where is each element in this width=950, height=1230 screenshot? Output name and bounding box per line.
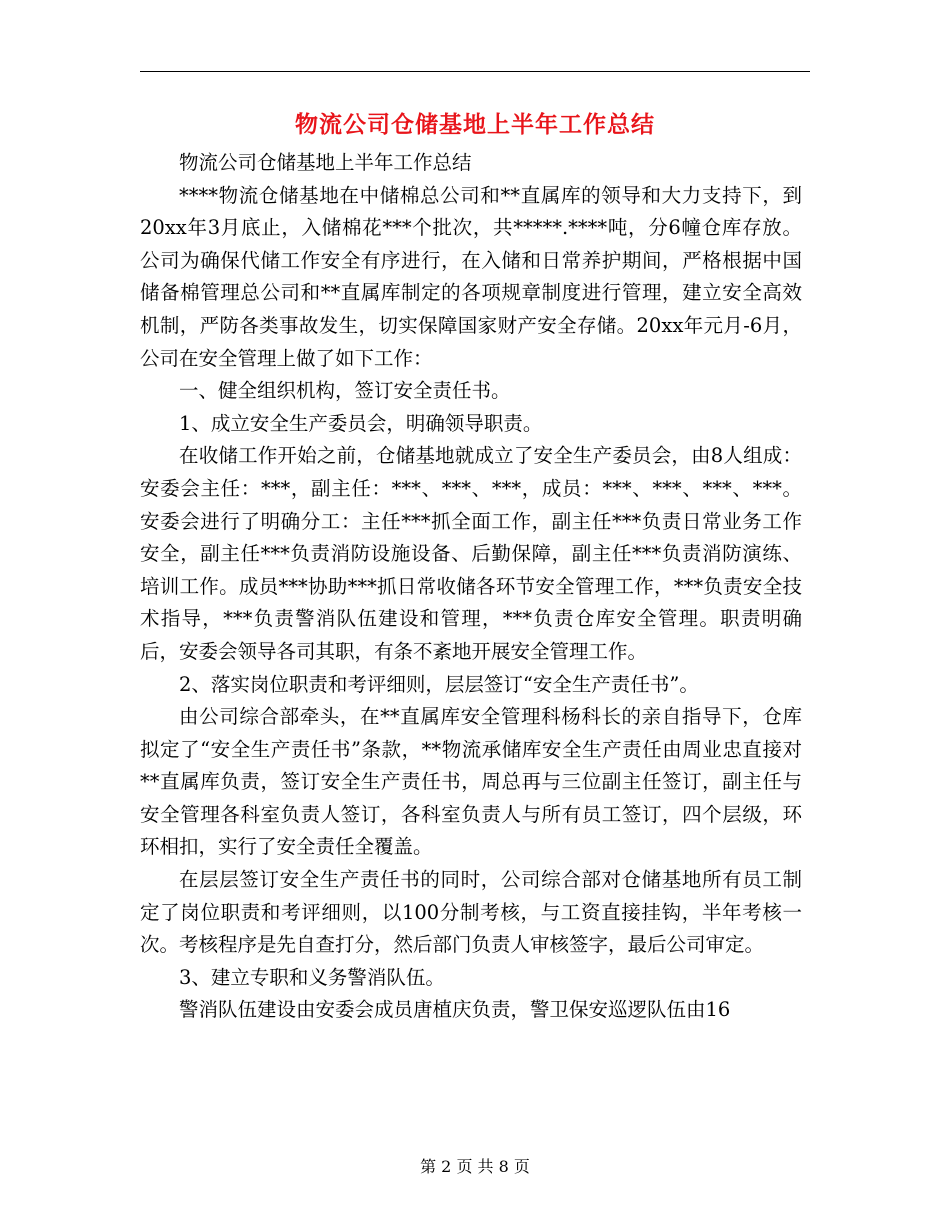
subsection-heading-2: 2、落实岗位职责和考评细则，层层签订“安全生产责任书”。 [179, 672, 699, 696]
subsection-heading-1: 1、成立安全生产委员会，明确领导职责。 [179, 411, 543, 435]
paragraph-assessment: 在层层签订安全生产责任书的同时，公司综合部对仓储基地所有员工制定了岗位职责和考评细则，以100分制考核，与工资直接挂钩，半年考核一次。考核程序是先自查打分，然后部门负责人审核签字，最后公司审定。 [140, 868, 802, 957]
section-heading-1: 一、健全组织机构，签订安全责任书。 [179, 379, 511, 403]
paragraph-subtitle: 物流公司仓储基地上半年工作总结 [179, 151, 472, 174]
paragraph-patrol: 警消队伍建设由安委会成员唐植庆负责，警卫保安巡逻队伍由16 [179, 998, 731, 1022]
header-rule [140, 71, 810, 72]
document-title: 物流公司仓储基地上半年工作总结 [295, 111, 655, 138]
paragraph-intro: ****物流仓储基地在中储棉总公司和**直属库的领导和大力支持下，到20xx年3月底止，入储棉花***个批次，共*****.****吨，分6幢仓库存放。公司为确保代储工作安全有序进行，在入储和日常养护期间，严格根据中国储备棉管理总公司和**直属库制定的各项规章制度进行管理，建立安全高效机制，严防各类事故发生，切实保障国家财产安全存储。20xx年元月-6月，公司在安全管理上做了如下工作： [140, 183, 802, 370]
document-body [140, 147, 802, 1027]
paragraph-responsibility: 由公司综合部牵头，在**直属库安全管理科杨科长的亲自指导下，仓库拟定了“安全生产责任书”条款，**物流承储库安全生产责任由周业忠直接对**直属库负责，签订安全生产责任书，周总再与三位副主任签订，副主任与安全管理各科室负责人签订，各科室负责人与所有员工签订，四个层级，环环相扣，实行了安全责任全覆盖。 [140, 705, 802, 859]
subsection-heading-3: 3、建立专职和义务警消队伍。 [179, 965, 445, 989]
page-footer: 第 2 页 共 8 页 [420, 1157, 530, 1176]
paragraph-committee: 在收储工作开始之前，仓储基地就成立了安全生产委员会，由8人组成：安委会主任：***，副主任：***、***、***，成员：***、***、***、***。安委会进行了明确分工：主任***抓全面工作，副主任***负责日常业务工作安全，副主任***负责消防设施设备、后勤保障，副主任***负责消防演练、培训工作。成员***协助***抓日常收储各环节安全管理工作，***负责安全技术指导，***负责警消队伍建设和管理，***负责仓库安全管理。职责明确后，安委会领导各司其职，有条不紊地开展安全管理工作。 [140, 444, 802, 663]
